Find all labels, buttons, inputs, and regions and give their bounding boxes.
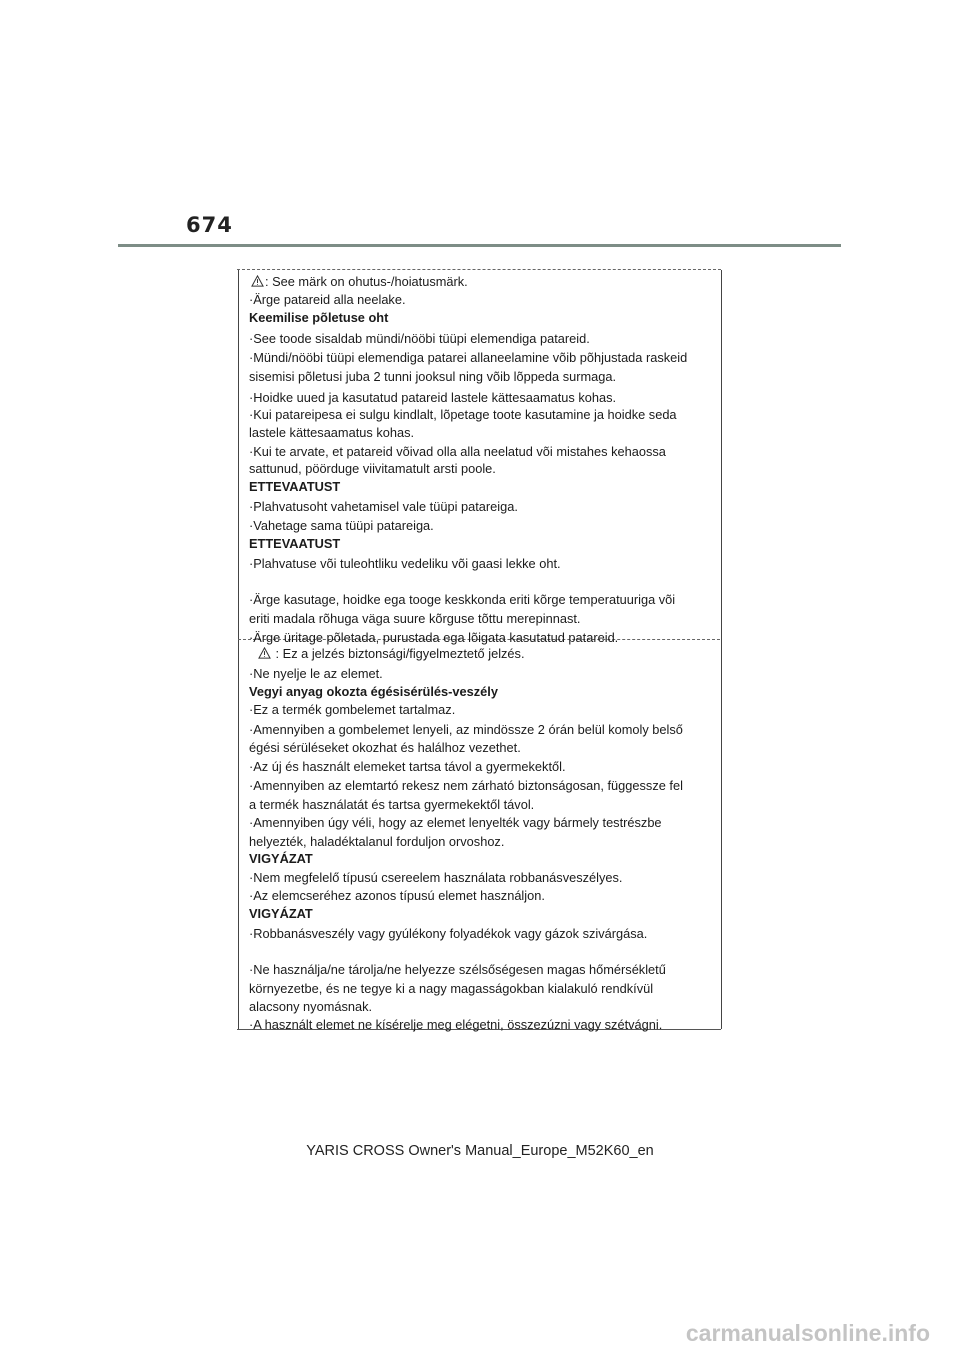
notice-heading: Keemilise põletuse oht — [249, 310, 389, 325]
notice-line: ·Plahvatuse või tuleohtliku vedeliku või gaasi lekke oht. — [249, 556, 561, 571]
notice-line: ·Vahetage sama tüüpi patareiga. — [249, 518, 434, 533]
notice-heading: Vegyi anyag okozta égésisérülés-veszély — [249, 684, 498, 699]
notice-line: helyezték, haladéktalanul forduljon orvoshoz. — [249, 834, 505, 849]
notice-line: : Ez a jelzés biztonsági/figyelmeztető jelzés. — [258, 646, 525, 661]
notice-line: : See märk on ohutus-/hoiatusmärk. — [251, 274, 468, 289]
notice-line: ·A használt elemet ne kísérelje meg elégetni, összezúzni vagy szétvágni. — [249, 1017, 663, 1032]
notice-line: ·Nem megfelelő típusú csereelem használata robbanásveszélyes. — [249, 870, 623, 885]
notice-line: ·Kui te arvate, et patareid võivad olla alla neelatud või mistahes kehaossa — [249, 444, 666, 459]
page-number: 674 — [186, 213, 233, 237]
notice-line: ·Ärge üritage põletada, purustada ega lõigata kasutatud patareid. — [249, 630, 619, 645]
notice-line: alacsony nyomásnak. — [249, 999, 373, 1014]
notice-line: lastele kättesaamatus kohas. — [249, 425, 415, 440]
notice-line: ·Ärge patareid alla neelake. — [249, 292, 406, 307]
notice-line: ·Hoidke uued ja kasutatud patareid lastele kättesaamatus kohas. — [249, 390, 617, 405]
header-rule — [118, 244, 841, 247]
notice-line: égési sérüléseket okozhat és halálhoz vezethet. — [249, 740, 521, 755]
notice-line: ·Amennyiben az elemtartó rekesz nem zárható biztonságosan, függessze fel — [249, 778, 683, 793]
notice-line: ·Ez a termék gombelemet tartalmaz. — [249, 702, 456, 717]
notice-line: ·Az új és használt elemeket tartsa távol a gyermekektől. — [249, 759, 566, 774]
notice-line: a termék használatát és tartsa gyermekektől távol. — [249, 797, 535, 812]
notice-line: eriti madala rõhuga väga suure kõrguse tõttu merepinnast. — [249, 611, 581, 626]
notice-line: ·See toode sisaldab mündi/nööbi tüüpi elemendiga patareid. — [249, 331, 590, 346]
warning-triangle-icon — [251, 275, 264, 287]
notice-line: sisemisi põletusi juba 2 tunni jooksul ning võib lõppeda surmaga. — [249, 369, 617, 384]
notice-line: ·Az elemcseréhez azonos típusú elemet használjon. — [249, 888, 545, 903]
notice-line: ·Amennyiben úgy véli, hogy az elemet lenyelték vagy bármely testrészbe — [249, 815, 662, 830]
notice-line: ·Mündi/nööbi tüüpi elemendiga patarei allaneelamine võib põhjustada raskeid — [249, 350, 688, 365]
notice-line: ·Ne használja/ne tárolja/ne helyezze szélsőségesen magas hőmérsékletű — [249, 962, 666, 977]
notice-line: ·Amennyiben a gombelemet lenyeli, az mindössze 2 órán belül komoly belső — [249, 722, 683, 737]
notice-heading: VIGYÁZAT — [249, 851, 313, 866]
notice-line: sattunud, pöörduge viivitamatult arsti poole. — [249, 461, 496, 476]
notice-line: ·Ärge kasutage, hoidke ega tooge keskkonda eriti kõrge temperatuuriga või — [249, 592, 676, 607]
footer-manual-id: YARIS CROSS Owner's Manual_Europe_M52K60_en — [306, 1143, 654, 1159]
notice-heading: ETTEVAATUST — [249, 479, 341, 494]
notice-line: ·Plahvatusoht vahetamisel vale tüüpi patareiga. — [249, 499, 518, 514]
notice-line: ·Kui patareipesa ei sulgu kindlalt, lõpetage toote kasutamine ja hoidke seda — [249, 407, 677, 422]
notice-line: környezetbe, és ne tegye ki a nagy magasságokban kialakuló rendkívül — [249, 981, 654, 996]
notice-line: ·Robbanásveszély vagy gyúlékony folyadékok vagy gázok szivárgása. — [249, 926, 648, 941]
warning-triangle-icon — [258, 647, 271, 659]
notice-heading: VIGYÁZAT — [249, 906, 313, 921]
watermark: carmanualsonline.info — [685, 1320, 930, 1346]
notice-heading: ETTEVAATUST — [249, 536, 341, 551]
notice-line: ·Ne nyelje le az elemet. — [249, 666, 383, 681]
